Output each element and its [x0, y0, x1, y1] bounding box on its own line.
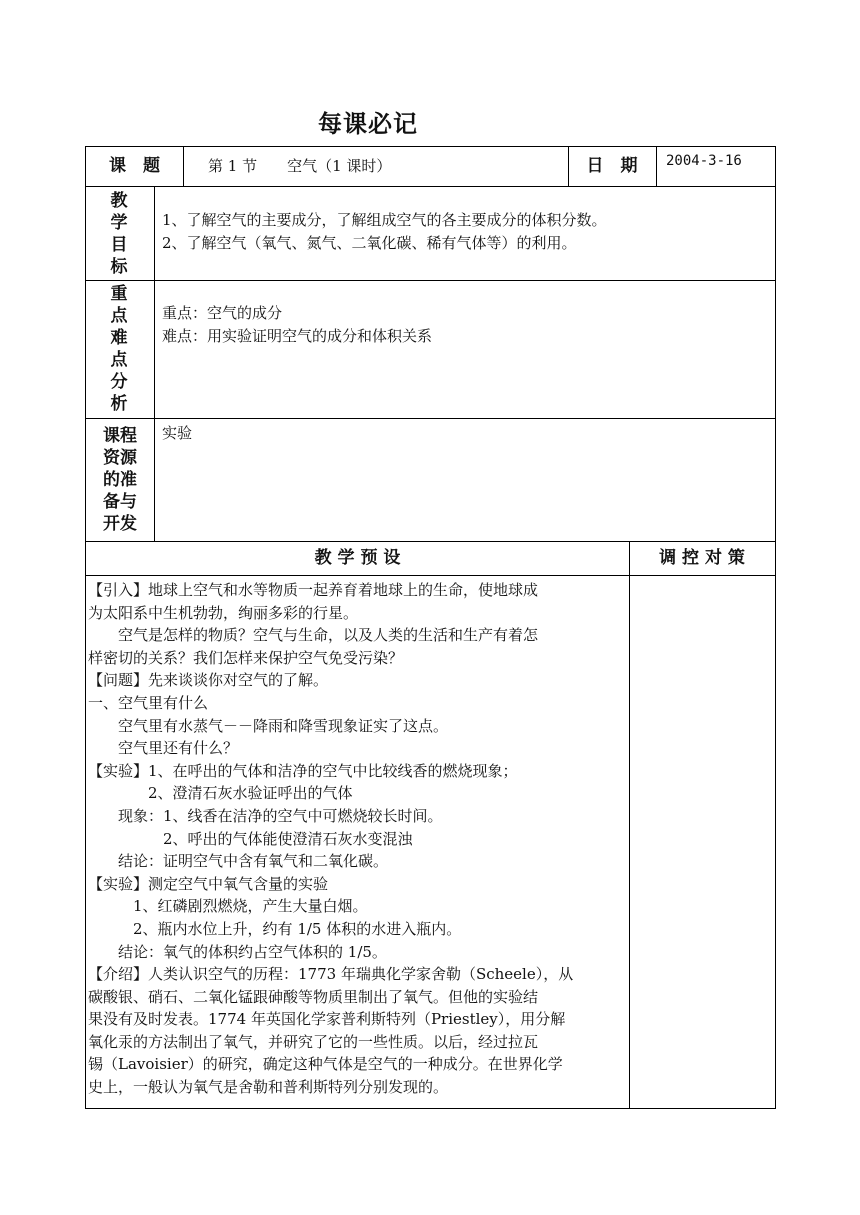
key-points-label: 重 点 难 点 分 析	[110, 284, 128, 414]
body-line: 结论：证明空气中含有氧气和二氧化碳。	[88, 852, 389, 871]
resources-label: 课程 资源 的准 备与 开发	[103, 426, 137, 534]
col-divider	[183, 147, 184, 186]
body-line: 空气是怎样的物质？空气与生命，以及人类的生活和生产有着怎	[88, 626, 539, 645]
lesson-title: 第 1 节 空气（1 课时）	[208, 157, 392, 175]
objectives-content	[162, 209, 772, 254]
body-line: 1、红磷剧烈燃烧，产生大量白烟。	[88, 897, 368, 916]
body-line: 果没有及时发表。1774 年英国化学家普利斯特列（Priestley），用分解	[88, 1010, 566, 1029]
page-title: 每课必记	[318, 110, 418, 138]
body-line: 现象：1、线香在洁净的空气中可燃烧较长时间。	[88, 806, 443, 825]
key-point-line: 重点：空气的成分	[162, 304, 283, 322]
lesson-label: 课 题	[109, 156, 160, 176]
date-label: 日 期	[586, 156, 638, 176]
col-divider	[656, 147, 657, 186]
body-line: 史上，一般认为氧气是舍勒和普利斯特列分别发现的。	[88, 1078, 449, 1097]
date-value: 2004-3-16	[666, 153, 742, 169]
objective-line: 2、了解空气（氧气、氮气、二氧化碳、稀有气体等）的利用。	[162, 233, 577, 252]
key-points-content	[162, 302, 772, 347]
body-line: 碳酸银、硝石、二氧化锰跟砷酸等物质里制出了氧气。但他的实验结	[88, 987, 539, 1006]
body-line: 一、空气里有什么	[88, 693, 209, 712]
row-divider	[86, 186, 775, 187]
body-line: 空气里还有什么？	[88, 739, 239, 758]
resource-line: 实验	[162, 424, 193, 442]
body-line: 【介绍】人类认识空气的历程：1773 年瑞典化学家舍勒（Scheele），从	[88, 965, 574, 984]
body-line: 锡（Lavoisier）的研究，确定这种气体是空气的一种成分。在世界化学	[88, 1055, 563, 1074]
control-header: 调 控 对 策	[659, 548, 745, 568]
body-line: 【实验】测定空气中氧气含量的实验	[88, 874, 329, 893]
body-line: 【引入】地球上空气和水等物质一起养育着地球上的生命，使地球成	[88, 581, 539, 599]
row-divider	[86, 418, 775, 419]
objectives-label: 教 学 目 标	[110, 191, 128, 277]
body-line: 【问题】先来谈谈你对空气的了解。	[88, 671, 329, 690]
body-line: 空气里有水蒸气－－降雨和降雪现象证实了这点。	[88, 716, 449, 735]
row-divider	[86, 280, 775, 281]
body-line: 2、澄清石灰水验证呼出的气体	[88, 784, 353, 803]
lesson-body	[88, 579, 628, 1099]
body-line: 结论：氧气的体积约占空气体积的 1/5。	[88, 942, 387, 961]
body-line: 【实验】1、在呼出的气体和洁净的空气中比较线香的燃烧现象；	[88, 761, 518, 780]
col-divider	[154, 186, 155, 541]
body-line: 为太阳系中生机勃勃，绚丽多彩的行星。	[88, 603, 359, 622]
body-line: 氧化汞的方法制出了氧气，并研究了它的一些性质。以后，经过拉瓦	[88, 1032, 539, 1051]
objective-line: 1、了解空气的主要成分，了解组成空气的各主要成分的体积分数。	[162, 211, 607, 229]
body-line: 2、呼出的气体能使澄清石灰水变混浊	[88, 829, 413, 848]
resources-content	[162, 422, 772, 445]
lesson-plan-table	[85, 146, 776, 1109]
key-point-line: 难点：用实验证明空气的成分和体积关系	[162, 326, 433, 345]
control-notes	[630, 576, 775, 1108]
body-line: 2、瓶内水位上升，约有 1/5 体积的水进入瓶内。	[88, 919, 462, 938]
body-line: 样密切的关系？我们怎样来保护空气免受污染？	[88, 648, 404, 667]
design-header: 教 学 预 设	[314, 548, 401, 568]
